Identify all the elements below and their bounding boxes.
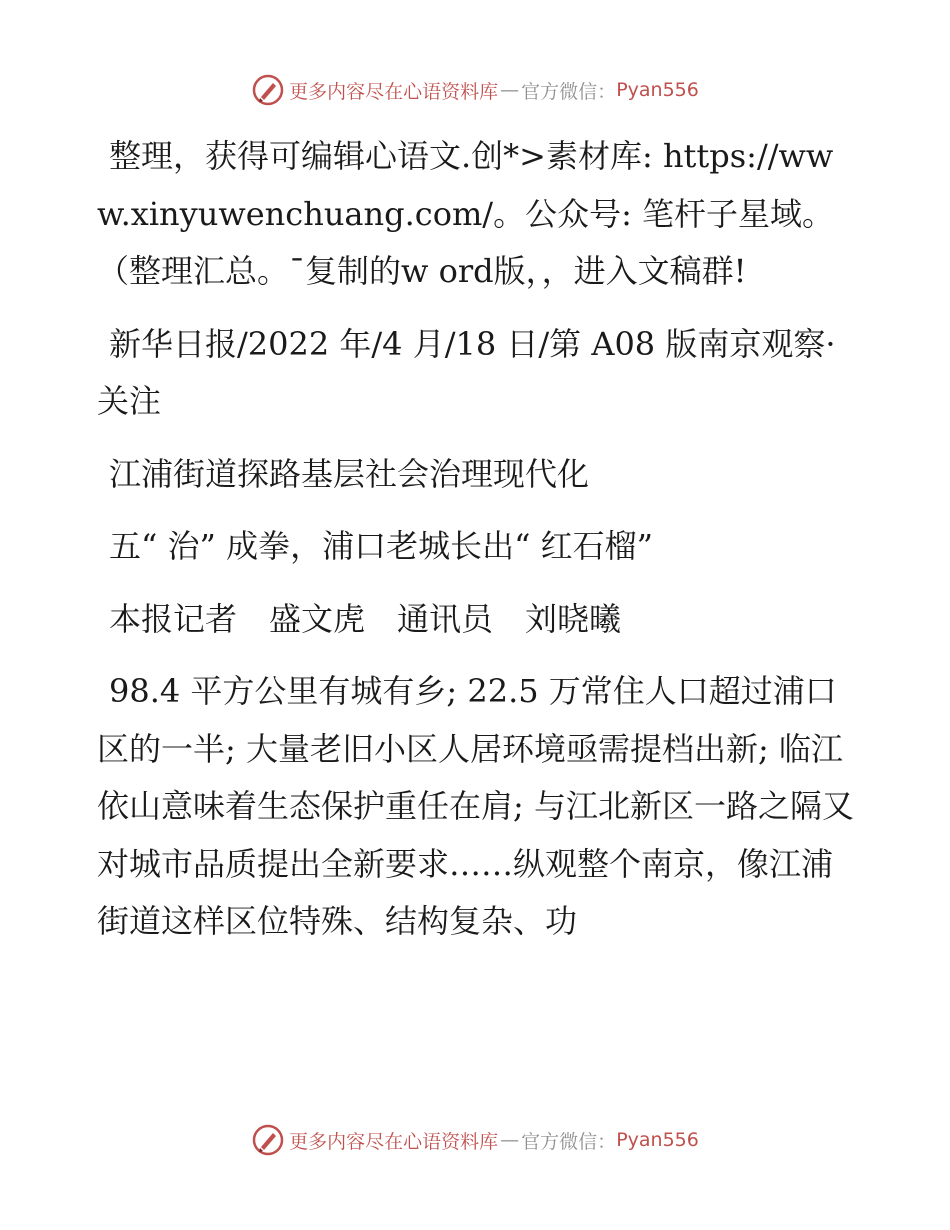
header-watermark: [0, 70, 950, 110]
watermark-separator: —: [500, 79, 520, 101]
watermark-wechat-id: Pyan556: [616, 1129, 699, 1151]
byline: 本报记者 盛文虎 通讯员 刘晓曦: [109, 599, 622, 638]
document-body: [97, 128, 857, 966]
watermark-wechat-id: Pyan556: [616, 79, 699, 101]
body-paragraph: 98.4 平方公里有城有乡; 22.5 万常住人口超过浦口区的一半; 大量老旧小区人居环境亟需提档出新; 临江依山意味着生态保护重任在肩; 与江北新区一路之隔又对城市品质提出全新要求……纵观整个南京，像江浦街道这样区位特殊、结构复杂、功: [97, 672, 854, 940]
pen-logo-icon: [251, 1123, 285, 1157]
watermark-separator: —: [500, 1129, 520, 1151]
source-line: 新华日报/2022 年/4 月/18 日/第 A08 版南京观察· 关注: [97, 324, 836, 420]
headline-kicker: 江浦街道探路基层社会治理现代化: [109, 454, 590, 493]
watermark-wechat-label: 官方微信：: [521, 80, 617, 103]
headline: 五“ 治” 成拳，浦口老城长出“ 红石榴”: [109, 527, 653, 565]
watermark-wechat-label: 官方微信：: [521, 1130, 617, 1153]
pen-logo-icon: [251, 73, 285, 107]
watermark-text: 更多内容尽在心语资料库: [289, 1130, 499, 1153]
watermark-text: 更多内容尽在心语资料库: [289, 80, 499, 103]
intro-paragraph: 整理，获得可编辑心语文.创*>素材库: https://www.xinyuwenchuang.com/。公众号: 笔杆子星域。（整理汇总。¯复制的w ord版，，进入文稿群!: [97, 137, 835, 290]
footer-watermark: [0, 1120, 950, 1160]
